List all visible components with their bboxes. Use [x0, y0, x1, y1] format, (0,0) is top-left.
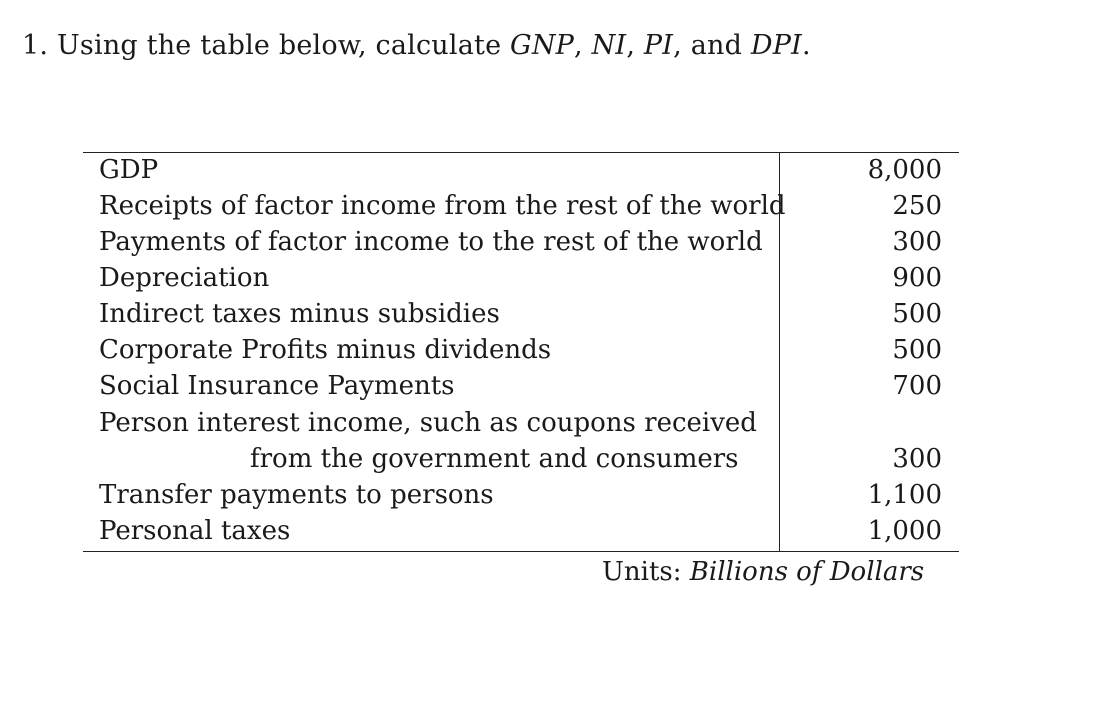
table-row — [83, 477, 959, 513]
row-label: Depreciation — [99, 263, 270, 293]
table-row — [83, 368, 959, 404]
row-value: 700 — [892, 371, 942, 401]
table-row — [83, 224, 959, 260]
table-row — [83, 441, 959, 477]
row-label-continuation: from the government and consumers — [250, 444, 739, 474]
row-label: Payments of factor income to the rest of the world — [99, 227, 763, 257]
row-value: 500 — [892, 299, 942, 329]
row-label: GDP — [99, 155, 159, 185]
units-prefix: Units: — [602, 557, 682, 587]
row-value: 500 — [892, 335, 942, 365]
units-value: Billions of Dollars — [689, 557, 925, 587]
table-row — [83, 513, 959, 549]
row-value: 250 — [892, 191, 942, 221]
row-label: Receipts of factor income from the rest of the world — [99, 191, 786, 221]
row-value: 1,100 — [867, 480, 942, 510]
table-row — [83, 152, 959, 188]
question-number: 1. — [22, 30, 49, 61]
table-row — [83, 296, 959, 332]
row-value: 900 — [892, 263, 942, 293]
pi-term: PI — [643, 30, 674, 61]
row-label: Social Insurance Payments — [99, 371, 455, 401]
question-prefix: Using the table below, calculate — [56, 30, 502, 61]
table-row — [83, 405, 959, 441]
row-label: Transfer payments to persons — [99, 480, 494, 510]
units-caption — [602, 557, 924, 587]
table-row — [83, 188, 959, 224]
row-value: 300 — [892, 444, 942, 474]
ni-term: NI — [591, 30, 627, 61]
table-row — [83, 260, 959, 296]
row-label: Personal taxes — [99, 516, 291, 546]
row-label: Corporate Profits minus dividends — [99, 335, 552, 365]
row-value: 8,000 — [867, 155, 942, 185]
gnp-term: GNP — [510, 30, 575, 61]
and-word: and — [690, 30, 743, 61]
row-value: 300 — [892, 227, 942, 257]
question-text: 1. Using the table below, calculate GNP, NI, PI, and DPI. — [22, 30, 811, 61]
table-bottom-rule — [83, 551, 959, 552]
row-value: 1,000 — [867, 516, 942, 546]
row-label: Person interest income, such as coupons received — [99, 408, 757, 438]
dpi-term: DPI — [750, 30, 802, 61]
table-row — [83, 332, 959, 368]
row-label: Indirect taxes minus subsidies — [99, 299, 500, 329]
